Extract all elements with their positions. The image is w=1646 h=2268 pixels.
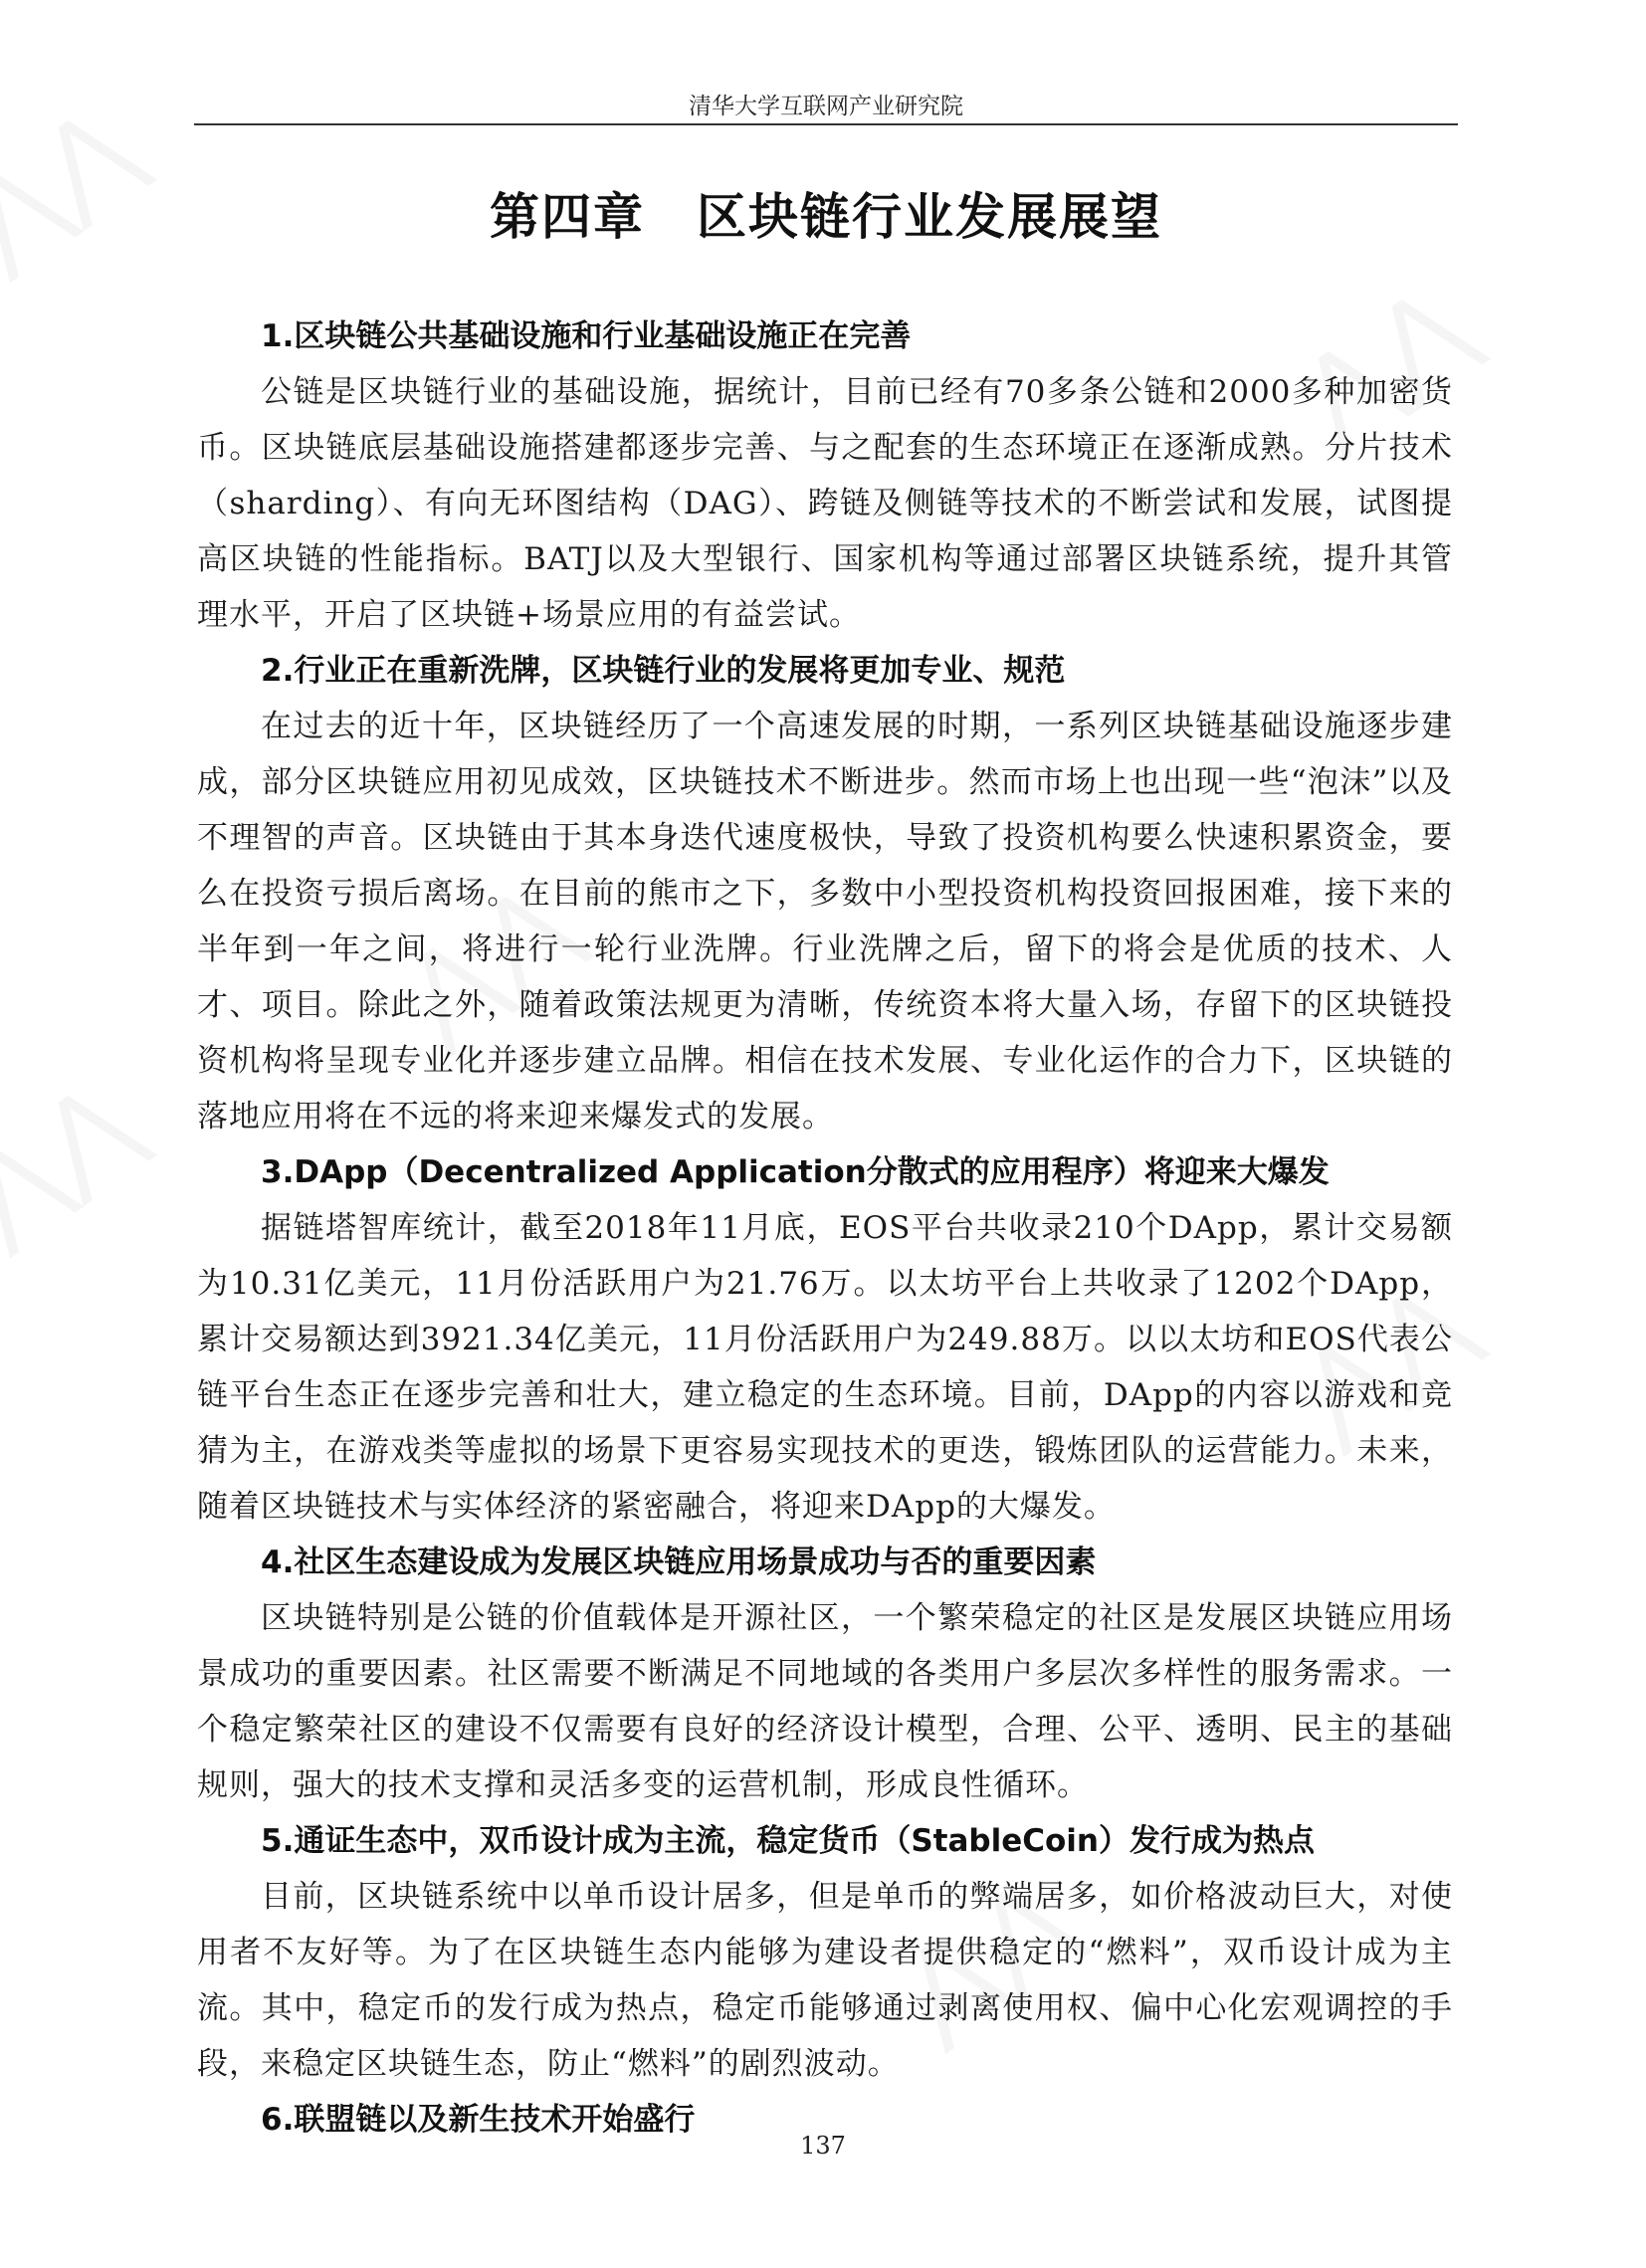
section-heading-3: 3.DApp（Decentralized Application分散式的应用程序）将迎来大爆发	[261, 1154, 1330, 1190]
body-text	[197, 309, 1453, 2148]
section-paragraph-2: 在过去的近十年，区块链经历了一个高速发展的时期，一系列区块链基础设施逐步建成，部分区块链应用初见成效，区块链技术不断进步。然而市场上也出现一些“泡沫”以及不理智的声音。区块链由于其本身迭代速度极快，导致了投资机构要么快速积累资金，要么在投资亏损后离场。在目前的熊市之下，多数中小型投资机构投资回报困难，接下来的半年到一年之间，将进行一轮行业洗牌。行业洗牌之后，留下的将会是优质的技术、人才、项目。除此之外，随着政策法规更为清晰，传统资本将大量入场，存留下的区块链投资机构将呈现专业化并逐步建立品牌。相信在技术发展、专业化运作的合力下，区块链的落地应用将在不远的将来迎来爆发式的发展。	[197, 709, 1453, 1134]
section-heading-5: 5.通证生态中，双币设计成为主流，稳定货币（StableCoin）发行成为热点	[261, 1823, 1315, 1859]
header-rule	[194, 123, 1458, 125]
section-paragraph-1: 公链是区块链行业的基础设施，据统计，目前已经有70多条公链和2000多种加密货币。区块链底层基础设施搭建都逐步完善、与之配套的生态环境正在逐渐成熟。分片技术（sharding）、有向无环图结构（DAG）、跨链及侧链等技术的不断尝试和发展，试图提高区块链的性能指标。BATJ以及大型银行、国家机构等通过部署区块链系统，提升其管理水平，开启了区块链+场景应用的有益尝试。	[197, 374, 1453, 633]
section-paragraph-4: 区块链特别是公链的价值载体是开源社区，一个繁荣稳定的社区是发展区块链应用场景成功的重要因素。社区需要不断满足不同地域的各类用户多层次多样性的服务需求。一个稳定繁荣社区的建设不仅需要有良好的经济设计模型，合理、公平、透明、民主的基础规则，强大的技术支撑和灵活多变的运营机制，形成良性循环。	[197, 1600, 1453, 1803]
running-header: 清华大学互联网产业研究院	[689, 94, 963, 119]
page-number: 137	[800, 2132, 846, 2160]
section-heading-1: 1.区块链公共基础设施和行业基础设施正在完善	[261, 318, 912, 354]
section-heading-6: 6.联盟链以及新生技术开始盛行	[261, 2102, 696, 2138]
section-paragraph-5: 目前，区块链系统中以单币设计居多，但是单币的弊端居多，如价格波动巨大，对使用者不友好等。为了在区块链生态内能够为建设者提供稳定的“燃料”，双币设计成为主流。其中，稳定币的发行成为热点，稳定币能够通过剥离使用权、偏中心化宏观调控的手段，来稳定区块链生态，防止“燃料”的剧烈波动。	[197, 1879, 1453, 2082]
chapter-title: 第四章 区块链行业发展展望	[490, 188, 1162, 246]
section-heading-4: 4.社区生态建设成为发展区块链应用场景成功与否的重要因素	[261, 1545, 1097, 1580]
section-paragraph-3: 据链塔智库统计，截至2018年11月底，EOS平台共收录210个DApp，累计交易额为10.31亿美元，11月份活跃用户为21.76万。以太坊平台上共收录了1202个DApp，累计交易额达到3921.34亿美元，11月份活跃用户为249.88万。以以太坊和EOS代表公链平台生态正在逐步完善和壮大，建立稳定的生态环境。目前，DApp的内容以游戏和竞猜为主，在游戏类等虚拟的场景下更容易实现技术的更迭，锻炼团队的运营能力。未来，随着区块链技术与实体经济的紧密融合，将迎来DApp的大爆发。	[197, 1210, 1453, 1525]
section-heading-2: 2.行业正在重新洗牌，区块链行业的发展将更加专业、规范	[261, 653, 1066, 689]
